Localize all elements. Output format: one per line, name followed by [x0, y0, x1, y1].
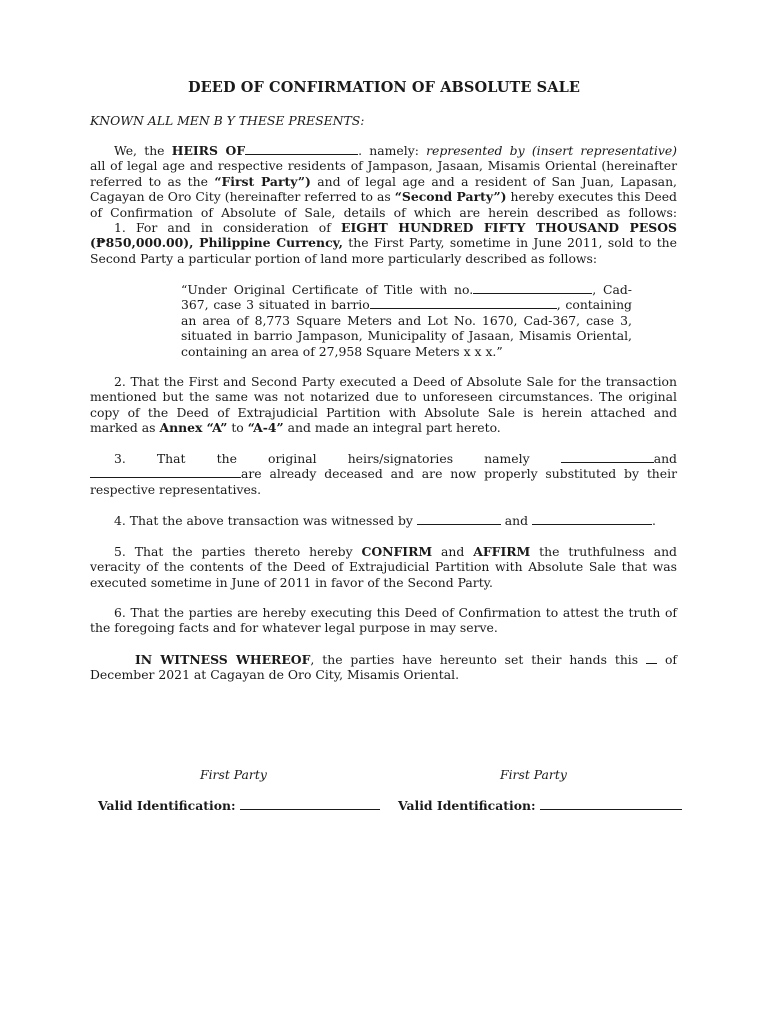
paragraph-6 [90, 605, 677, 636]
p3-line-3: respective representatives. [90, 481, 262, 497]
intro-line-1: We, the HEIRS OF . namely: represented by (insert representative) [114, 143, 677, 158]
quote-line-4: situated in barrio Jampason, Municipality of Jasaan, Misamis Oriental, [181, 328, 632, 344]
p1-line-1: 1. For and in consideration of EIGHT HUNDRED FIFTY THOUSAND PESOS [114, 220, 678, 235]
witness-blank-1 [417, 513, 501, 525]
known-all-men-line: KNOWN ALL MEN B Y THESE PRESENTS: [90, 113, 365, 128]
witness-line-1: IN WITNESS WHEREOF, the parties have hereunto set their hands this of [135, 652, 677, 667]
p4-line-1: 4. That the above transaction was witnessed by and . [114, 513, 656, 528]
land-description-quote [181, 282, 632, 359]
day-blank [646, 652, 657, 664]
p2-line-2: mentioned but the same was not notarized due to unforeseen circumstances. The original [90, 389, 677, 405]
p3-line-1: 3. That the original heirs/signatories namely and [114, 451, 677, 466]
signature-left-id: Valid Identification: [98, 798, 380, 813]
left-id-blank [240, 798, 380, 810]
paragraph-5 [90, 544, 677, 590]
paragraph-3 [90, 451, 677, 497]
p6-line-1: 6. That the parties are hereby executing this Deed of Confirmation to attest the truth of [114, 605, 677, 620]
p1-line-2: (₱850,000.00), Philippine Currency, the First Party, sometime in June 2011, sold to the [90, 235, 677, 251]
signature-right-id: Valid Identification: [398, 798, 682, 813]
signature-right-party: First Party [500, 767, 567, 782]
p5-line-3: executed sometime in June of 2011 in favor of the Second Party. [90, 574, 493, 590]
p5-line-2: veracity of the contents of the Deed of Extrajudicial Partition with Absolute Sale that was [90, 559, 677, 575]
intro-paragraph [90, 143, 677, 220]
witness-line-2: December 2021 at Cagayan de Oro City, Misamis Oriental. [90, 667, 460, 683]
p2-line-4: marked as Annex “A” to “A-4” and made an integral part hereto. [90, 420, 501, 436]
title-number-blank [473, 282, 592, 294]
p3-line-2: are already deceased and are now properly substituted by their [90, 466, 677, 481]
paragraph-2 [90, 374, 677, 436]
witness-blank-2 [532, 513, 652, 525]
heirs-of-blank [245, 143, 358, 155]
quote-line-2: 367, case 3 situated in barrio , containing [181, 297, 632, 313]
p1-line-3: Second Party a particular portion of land more particularly described as follows: [90, 250, 598, 266]
p2-line-3: copy of the Deed of Extrajudicial Partition with Absolute Sale is herein attached and [90, 404, 677, 420]
intro-line-2: all of legal age and respective residents of Jampason, Jasaan, Misamis Oriental (hereinafter [90, 158, 677, 174]
quote-line-1: “Under Original Certificate of Title with no. , Cad- [181, 282, 632, 297]
witness-clause [90, 652, 677, 683]
intro-line-4: Cagayan de Oro City (hereinafter referred to as “Second Party”) hereby executes this Deed [90, 189, 677, 205]
p5-line-1: 5. That the parties thereto hereby CONFIRM and AFFIRM the truthfulness and [114, 544, 677, 559]
paragraph-1 [90, 220, 677, 266]
document-title: DEED OF CONFIRMATION OF ABSOLUTE SALE [187, 79, 581, 96]
quote-line-5: containing an area of 27,958 Square Meters x x x.” [181, 343, 503, 359]
intro-line-3: referred to as the “First Party”) and of legal age and a resident of San Juan, Lapasan, [90, 173, 677, 189]
heir-name-blank-1 [561, 451, 654, 463]
signature-left-party: First Party [200, 767, 267, 782]
barrio-blank [370, 297, 557, 309]
quote-line-3: an area of 8,773 Square Meters and Lot No. 1670, Cad-367, case 3, [181, 312, 632, 328]
heir-name-blank-2 [90, 466, 241, 478]
intro-line-5: of Confirmation of Absolute of Sale, details of which are herein described as follows: [90, 204, 677, 220]
right-id-blank [540, 798, 682, 810]
p2-line-1: 2. That the First and Second Party executed a Deed of Absolute Sale for the transaction [114, 374, 677, 389]
p6-line-2: the foregoing facts and for whatever legal purpose in may serve. [90, 620, 498, 636]
paragraph-4 [90, 513, 677, 528]
